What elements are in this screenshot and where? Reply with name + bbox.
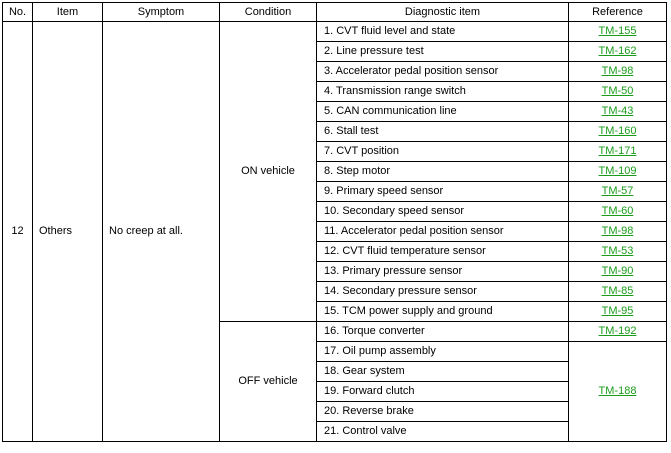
row-number: 12 [3,22,33,442]
reference-cell [569,182,667,202]
reference-cell [569,102,667,122]
reference-cell [569,262,667,282]
diagnostic-item: 15. TCM power supply and ground [317,302,569,322]
diagnostic-item: 8. Step motor [317,162,569,182]
diagnostic-item: 16. Torque converter [317,322,569,342]
header-diagnostic-item: Diagnostic item [317,3,569,22]
reference-cell [569,162,667,182]
diagnostic-table [2,2,667,442]
header-condition: Condition [220,3,317,22]
reference-link[interactable]: TM-95 [601,305,634,317]
reference-link[interactable]: TM-162 [598,45,637,57]
reference-link[interactable]: TM-98 [601,65,634,77]
reference-link[interactable]: TM-192 [598,325,637,337]
diagnostic-item: 6. Stall test [317,122,569,142]
reference-cell [569,222,667,242]
diagnostic-item: 4. Transmission range switch [317,82,569,102]
reference-link[interactable]: TM-50 [601,85,634,97]
reference-link[interactable]: TM-109 [598,165,637,177]
reference-link[interactable]: TM-60 [601,205,634,217]
diagnostic-item: 9. Primary speed sensor [317,182,569,202]
diagnostic-item: 14. Secondary pressure sensor [317,282,569,302]
reference-link[interactable]: TM-98 [601,225,634,237]
reference-link[interactable]: TM-155 [598,25,637,37]
reference-link[interactable]: TM-160 [598,125,637,137]
reference-cell [569,142,667,162]
row-symptom: No creep at all. [103,22,220,442]
reference-cell [569,282,667,302]
reference-cell [569,22,667,42]
table-row [3,22,667,42]
diagnostic-item: 21. Control valve [317,422,569,442]
reference-cell [569,242,667,262]
reference-cell [569,302,667,322]
reference-link[interactable]: TM-171 [598,145,637,157]
diagnostic-item: 17. Oil pump assembly [317,342,569,362]
diagnostic-item: 2. Line pressure test [317,42,569,62]
reference-link[interactable]: TM-53 [601,245,634,257]
diagnostic-item: 1. CVT fluid level and state [317,22,569,42]
header-no: No. [3,3,33,22]
reference-cell [569,202,667,222]
diagnostic-item: 10. Secondary speed sensor [317,202,569,222]
header-symptom: Symptom [103,3,220,22]
condition-off-vehicle: OFF vehicle [220,322,317,442]
diagnostic-item: 11. Accelerator pedal position sensor [317,222,569,242]
reference-link[interactable]: TM-188 [598,385,637,397]
reference-link[interactable]: TM-43 [601,105,634,117]
diagnostic-item: 3. Accelerator pedal position sensor [317,62,569,82]
reference-link[interactable]: TM-57 [601,185,634,197]
condition-on-vehicle: ON vehicle [220,22,317,322]
reference-cell [569,122,667,142]
diagnostic-item: 13. Primary pressure sensor [317,262,569,282]
diagnostic-item: 7. CVT position [317,142,569,162]
diagnostic-item: 12. CVT fluid temperature sensor [317,242,569,262]
reference-cell [569,342,667,442]
reference-cell [569,322,667,342]
reference-cell [569,82,667,102]
row-item: Others [33,22,103,442]
reference-link[interactable]: TM-85 [601,285,634,297]
reference-cell [569,42,667,62]
diagnostic-table-container [2,2,667,442]
diagnostic-item: 5. CAN communication line [317,102,569,122]
diagnostic-item: 19. Forward clutch [317,382,569,402]
header-item: Item [33,3,103,22]
diagnostic-item: 18. Gear system [317,362,569,382]
reference-link[interactable]: TM-90 [601,265,634,277]
reference-cell [569,62,667,82]
diagnostic-item: 20. Reverse brake [317,402,569,422]
header-row [3,3,667,22]
header-reference: Reference [569,3,667,22]
